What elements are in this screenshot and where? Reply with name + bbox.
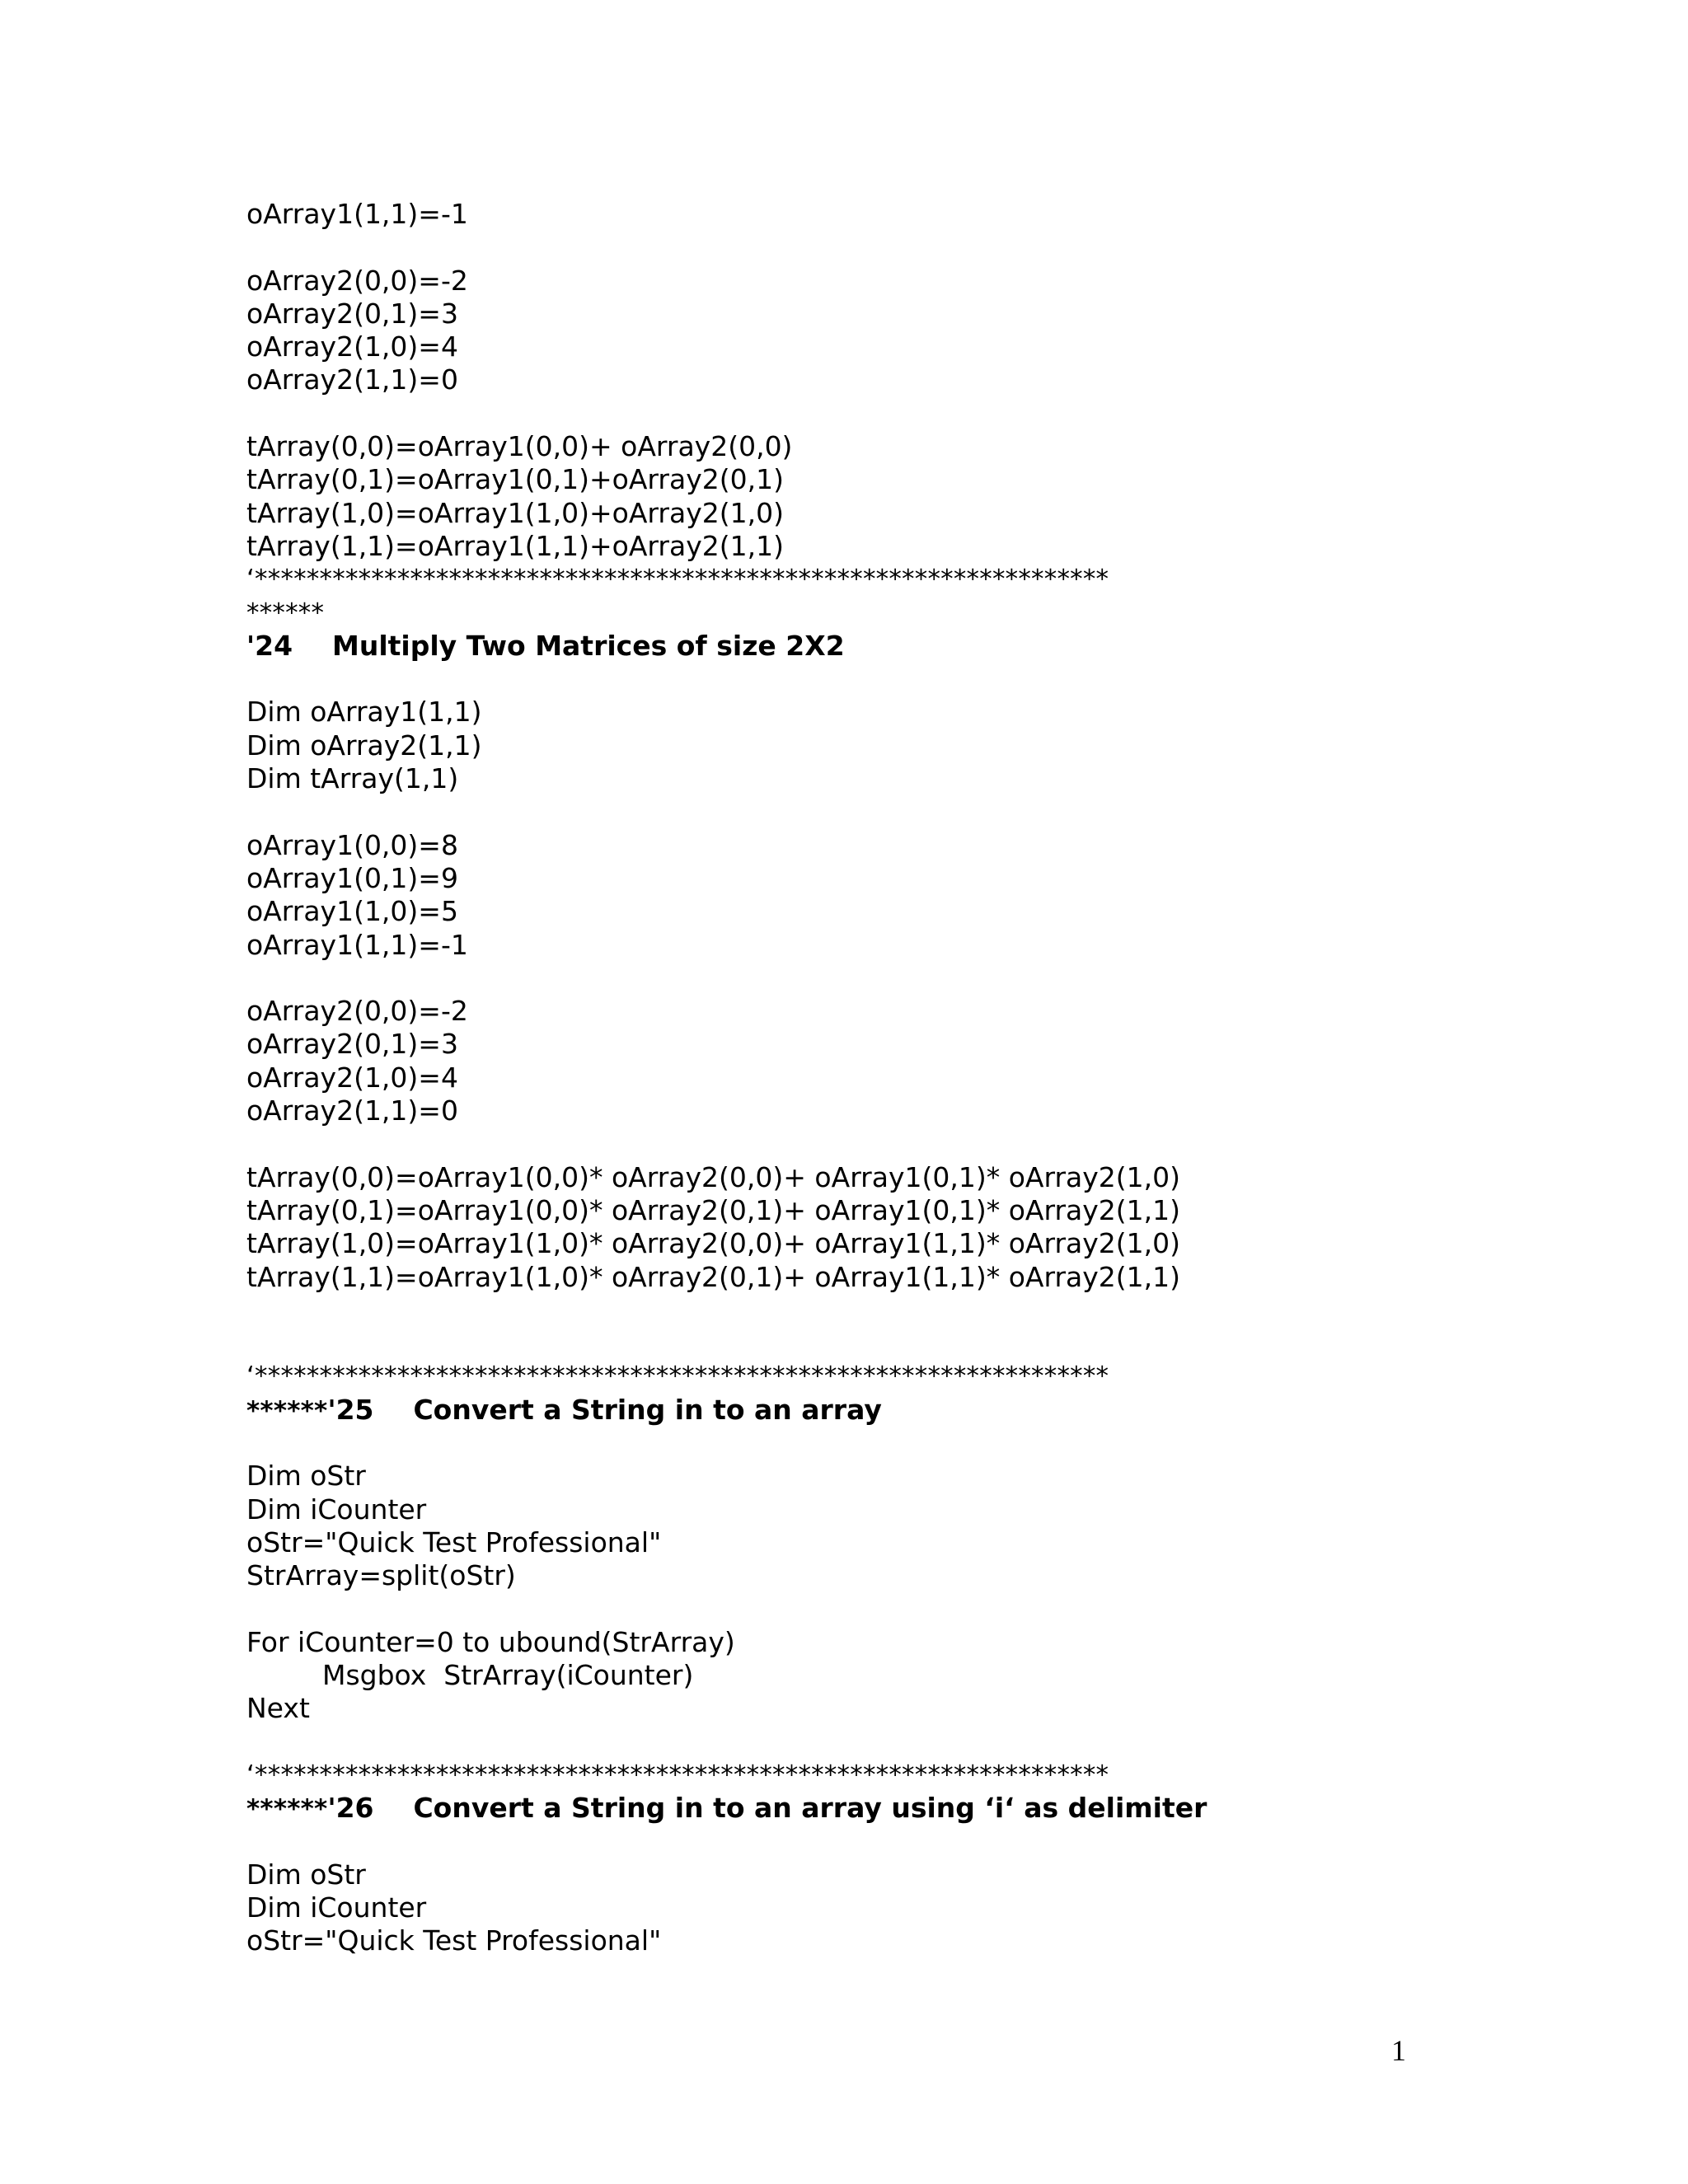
code-line: tArray(1,1)=oArray1(1,0)* oArray2(0,1)+ oArray1(1,1)* oArray2(1,1) bbox=[246, 1260, 1181, 1293]
blank-line bbox=[246, 1825, 1450, 1858]
code-line: oArray2(1,1)=0 bbox=[246, 1094, 458, 1127]
code-listing bbox=[246, 198, 1450, 1958]
separator-continuation: ****** bbox=[246, 598, 325, 628]
code-line: oArray1(0,1)=9 bbox=[246, 861, 458, 894]
code-line: tArray(1,0)=oArray1(1,0)+oArray2(1,0) bbox=[246, 496, 784, 529]
code-line: oArray2(1,0)=4 bbox=[246, 1061, 458, 1094]
code-line: tArray(1,0)=oArray1(1,0)* oArray2(0,0)+ oArray1(1,1)* oArray2(1,0) bbox=[246, 1227, 1181, 1260]
code-line: Dim oArray1(1,1) bbox=[246, 696, 482, 729]
code-line: Dim oStr bbox=[246, 1858, 366, 1891]
code-line: Dim oArray2(1,1) bbox=[246, 729, 482, 762]
code-line: oArray1(1,0)=5 bbox=[246, 895, 458, 928]
blank-line bbox=[246, 1294, 1450, 1361]
code-line: oArray2(0,1)=3 bbox=[246, 1028, 458, 1061]
section-number: '24 bbox=[246, 629, 293, 662]
section-title: Convert a String in to an array bbox=[413, 1393, 882, 1426]
blank-line bbox=[246, 1592, 1450, 1625]
blank-line bbox=[246, 1427, 1450, 1460]
code-line: oArray1(1,1)=-1 bbox=[246, 928, 468, 961]
code-line: oArray2(1,0)=4 bbox=[246, 330, 458, 363]
section-number: '26 bbox=[327, 1792, 374, 1825]
code-line: Dim iCounter bbox=[246, 1493, 427, 1526]
separator-line: ‘****************************************************************** bbox=[246, 1760, 1109, 1790]
code-line: tArray(0,0)=oArray1(0,0)+ oArray2(0,0) bbox=[246, 430, 793, 463]
code-line: Dim tArray(1,1) bbox=[246, 762, 459, 795]
section-heading-26 bbox=[246, 1792, 1450, 1825]
blank-line bbox=[246, 1726, 1450, 1759]
section-title: Convert a String in to an array using ‘i‘ as delimiter bbox=[413, 1792, 1207, 1825]
code-line: For iCounter=0 to ubound(StrArray) bbox=[246, 1625, 735, 1658]
code-line: oStr="Quick Test Professional" bbox=[246, 1924, 662, 1957]
code-line: Msgbox StrArray(iCounter) bbox=[322, 1659, 694, 1692]
code-line: oArray2(0,1)=3 bbox=[246, 297, 458, 330]
code-line: StrArray=split(oStr) bbox=[246, 1559, 516, 1592]
blank-line bbox=[246, 795, 1450, 828]
code-line: oArray2(0,0)=-2 bbox=[246, 264, 468, 297]
blank-line bbox=[246, 397, 1450, 430]
blank-line bbox=[246, 663, 1450, 696]
code-line: oArray1(0,0)=8 bbox=[246, 828, 458, 861]
code-line: oArray2(1,1)=0 bbox=[246, 363, 458, 396]
code-line: Dim oStr bbox=[246, 1460, 366, 1493]
separator-continuation: ****** bbox=[246, 1395, 328, 1426]
code-line: tArray(0,0)=oArray1(0,0)* oArray2(0,0)+ oArray1(0,1)* oArray2(1,0) bbox=[246, 1160, 1181, 1193]
section-title: Multiply Two Matrices of size 2X2 bbox=[332, 629, 845, 662]
section-number: '25 bbox=[327, 1393, 374, 1426]
code-line: Dim iCounter bbox=[246, 1891, 427, 1924]
code-line: tArray(0,1)=oArray1(0,1)+oArray2(0,1) bbox=[246, 463, 784, 496]
code-line: tArray(0,1)=oArray1(0,0)* oArray2(0,1)+ oArray1(0,1)* oArray2(1,1) bbox=[246, 1193, 1181, 1226]
code-line: Next bbox=[246, 1692, 310, 1725]
blank-line bbox=[246, 1127, 1450, 1160]
separator-line: ‘****************************************************************** bbox=[246, 1361, 1109, 1392]
code-line: tArray(1,1)=oArray1(1,1)+oArray2(1,1) bbox=[246, 529, 784, 562]
code-line: oArray2(0,0)=-2 bbox=[246, 995, 468, 1028]
blank-line bbox=[246, 962, 1450, 995]
separator-line: ‘****************************************************************** bbox=[246, 565, 1109, 595]
section-heading-25 bbox=[246, 1394, 1450, 1427]
separator-continuation: ****** bbox=[246, 1794, 328, 1825]
section-heading-24 bbox=[246, 630, 1450, 663]
code-line: oStr="Quick Test Professional" bbox=[246, 1526, 662, 1558]
page-number: 1 bbox=[1391, 2034, 1406, 2067]
code-line: oArray1(1,1)=-1 bbox=[246, 198, 468, 230]
blank-line bbox=[246, 231, 1450, 264]
